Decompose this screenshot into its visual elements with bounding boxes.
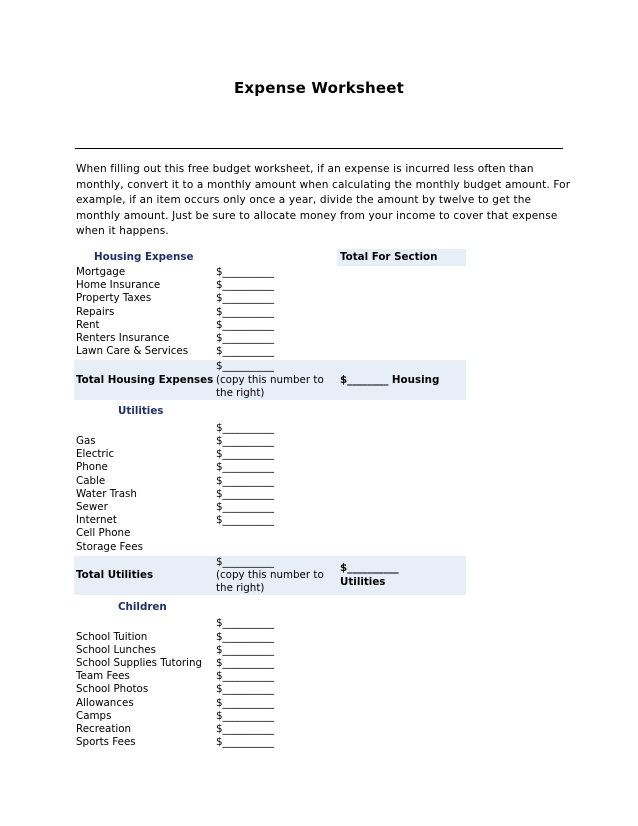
amount-blank[interactable]: $__________ bbox=[216, 670, 275, 683]
amount-blank[interactable]: $__________ bbox=[216, 360, 275, 373]
list-item bbox=[74, 644, 466, 657]
list-item bbox=[74, 448, 466, 461]
copy-note: the right) bbox=[216, 582, 265, 595]
children-header-row bbox=[74, 597, 466, 617]
list-item bbox=[74, 306, 466, 319]
intro-paragraph: When filling out this free budget worksheet, if an expense is incurred less often than monthly, convert it to a monthly amount when calculating the monthly budget amount. For example, if an item occurs only once a year, divide the amount by twelve to get the monthly amount. Just be sure to allocate money from your income to cover that expense when it happens. bbox=[76, 163, 571, 237]
expense-label: Renters Insurance bbox=[76, 331, 170, 344]
amount-blank[interactable]: $__________ bbox=[216, 722, 275, 735]
expense-label: Water Trash bbox=[76, 487, 137, 500]
title-divider bbox=[75, 148, 563, 149]
expense-label: Home Insurance bbox=[76, 279, 161, 292]
list-item bbox=[74, 670, 466, 683]
amount-blank[interactable]: $__________ bbox=[216, 709, 275, 722]
list-item bbox=[74, 657, 466, 670]
housing-header-row bbox=[74, 249, 466, 266]
amount-blank[interactable]: $__________ bbox=[216, 305, 275, 318]
total-for-section-heading: Total For Section bbox=[337, 249, 466, 266]
amount-blank[interactable]: $__________ bbox=[216, 318, 275, 331]
expense-label: Recreation bbox=[76, 722, 132, 735]
expense-label: Phone bbox=[76, 461, 108, 474]
utilities-total-row bbox=[74, 556, 466, 596]
expense-label: Cable bbox=[76, 474, 106, 487]
amount-blank[interactable]: $__________ bbox=[216, 474, 275, 487]
utilities-section-total-blank: $__________ bbox=[340, 562, 399, 575]
amount-blank[interactable]: $__________ bbox=[216, 331, 275, 344]
expense-label: Internet bbox=[76, 514, 117, 527]
housing-total-row bbox=[74, 360, 466, 400]
expense-label: Property Taxes bbox=[76, 292, 152, 305]
list-item bbox=[74, 631, 466, 644]
amount-blank[interactable]: $__________ bbox=[216, 279, 275, 292]
list-item bbox=[74, 514, 466, 527]
expense-label: Rent bbox=[76, 318, 100, 331]
expense-label: Sports Fees bbox=[76, 736, 136, 749]
amount-blank[interactable]: $__________ bbox=[216, 643, 275, 656]
copy-note: (copy this number to bbox=[216, 373, 324, 386]
list-item bbox=[74, 266, 466, 279]
list-item bbox=[74, 710, 466, 723]
amount-blank[interactable]: $__________ bbox=[216, 501, 275, 514]
list-item bbox=[74, 527, 466, 540]
list-item bbox=[74, 723, 466, 736]
expense-label: School Lunches bbox=[76, 643, 156, 656]
list-item bbox=[74, 736, 466, 749]
expense-worksheet-table bbox=[74, 249, 466, 749]
amount-blank[interactable]: $__________ bbox=[216, 421, 275, 434]
amount-blank[interactable]: $__________ bbox=[216, 461, 275, 474]
expense-label: Team Fees bbox=[76, 670, 130, 683]
expense-label: School Photos bbox=[76, 683, 149, 696]
amount-blank[interactable]: $__________ bbox=[216, 696, 275, 709]
expense-label: Allowances bbox=[76, 696, 134, 709]
list-item bbox=[74, 475, 466, 488]
amount-blank[interactable]: $__________ bbox=[216, 345, 275, 358]
expense-label: Repairs bbox=[76, 305, 115, 318]
copy-note: (copy this number to bbox=[216, 569, 324, 581]
children-heading: Children bbox=[118, 600, 167, 613]
amount-blank[interactable]: $__________ bbox=[216, 448, 275, 461]
expense-label: Gas bbox=[76, 435, 96, 448]
amount-blank[interactable]: $__________ bbox=[216, 555, 275, 568]
amount-blank[interactable]: $__________ bbox=[216, 630, 275, 643]
utilities-header-row bbox=[74, 402, 466, 422]
page-title: Expense Worksheet bbox=[233, 79, 405, 97]
list-item bbox=[74, 292, 466, 305]
amount-blank[interactable]: $__________ bbox=[216, 656, 275, 669]
list-item bbox=[74, 683, 466, 696]
expense-label: Lawn Care & Services bbox=[76, 345, 189, 358]
expense-label: School Tuition bbox=[76, 630, 148, 643]
housing-section-total[interactable]: $________ Housing bbox=[340, 373, 440, 386]
copy-note: the right) bbox=[216, 386, 265, 399]
list-item bbox=[74, 697, 466, 710]
list-item bbox=[74, 435, 466, 448]
list-item bbox=[74, 541, 466, 554]
expense-label: Storage Fees bbox=[76, 540, 143, 553]
amount-blank[interactable]: $__________ bbox=[216, 736, 275, 749]
expense-label: Sewer bbox=[76, 501, 108, 514]
expense-label: School Supplies Tutoring bbox=[76, 656, 203, 669]
amount-blank[interactable]: $__________ bbox=[216, 292, 275, 305]
total-utilities-label: Total Utilities bbox=[76, 569, 154, 581]
expense-label: Mortgage bbox=[76, 266, 126, 278]
housing-heading: Housing Expense bbox=[94, 250, 194, 263]
utilities-heading: Utilities bbox=[118, 405, 164, 418]
expense-label: Cell Phone bbox=[76, 527, 131, 540]
amount-blank[interactable]: $__________ bbox=[216, 514, 275, 527]
list-item bbox=[74, 319, 466, 332]
list-item bbox=[74, 332, 466, 345]
list-item bbox=[74, 461, 466, 474]
amount-blank[interactable]: $__________ bbox=[216, 266, 275, 278]
amount-blank[interactable]: $__________ bbox=[216, 617, 275, 630]
amount-blank[interactable]: $__________ bbox=[216, 435, 275, 448]
amount-blank[interactable]: $__________ bbox=[216, 683, 275, 696]
utilities-section-total[interactable] bbox=[337, 562, 466, 588]
amount-blank[interactable]: $__________ bbox=[216, 487, 275, 500]
expense-label: Camps bbox=[76, 709, 112, 722]
list-item bbox=[74, 501, 466, 514]
list-item bbox=[74, 345, 466, 358]
list-item bbox=[74, 488, 466, 501]
list-item bbox=[74, 279, 466, 292]
utilities-section-total-label: Utilities bbox=[340, 575, 386, 588]
expense-label: Electric bbox=[76, 448, 115, 461]
total-housing-label: Total Housing Expenses bbox=[76, 373, 214, 386]
